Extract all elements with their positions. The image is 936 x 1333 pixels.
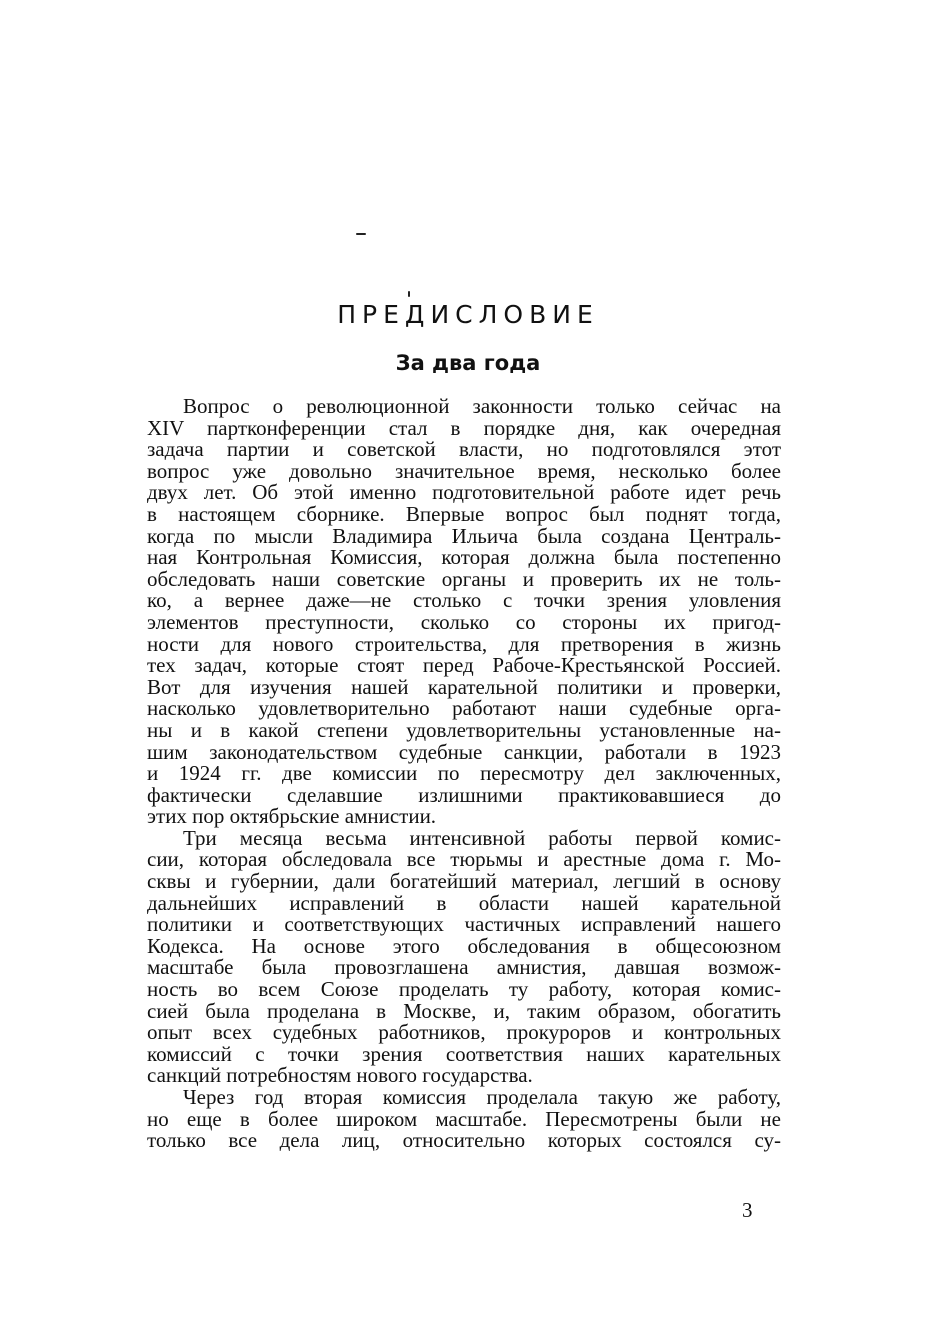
- text-line: этих пор октябрьские амнистии.: [147, 804, 437, 829]
- text-line: Через год вторая комиссия проделала такую же работу,: [183, 1085, 781, 1109]
- text-line: XIV партконференции стал в порядке дня, как очередная: [147, 415, 781, 440]
- text-line: двух лет. Об этой именно подготовительной работе идет речь: [147, 480, 781, 505]
- text-line: ность во всем Союзе проделать ту работу, которая комис-: [147, 977, 781, 1002]
- text-line: насколько удовлетворительно работают наши судебные орга-: [147, 696, 781, 721]
- text-line: только все дела лиц, относительно которых состоялся су-: [147, 1128, 781, 1153]
- text-line: Вопрос о революционной законности только сейчас на: [183, 394, 781, 418]
- text-line: дальнейших исправлений в области нашей карательной: [147, 890, 781, 915]
- text-line: но еще в более широком масштабе. Пересмотрены были не: [147, 1106, 781, 1131]
- text-line: масштабе была провозглашена амнистия, давшая возмож-: [147, 955, 781, 980]
- text-line: задача партии и советской власти, но подготовлялся этот: [147, 437, 781, 462]
- section-subheading: За два года: [395, 351, 541, 375]
- text-line: элементов преступности, сколько со стороны их пригод-: [147, 609, 781, 634]
- chapter-heading: ПРЕДИСЛОВИЕ: [337, 300, 599, 329]
- text-line: ны и в какой степени удовлетворительны установленные на-: [147, 717, 781, 742]
- text-line: тех задач, которые стоят перед Рабоче-Крестьянской Россией.: [147, 653, 781, 678]
- text-line: ко, а вернее даже—не столько с точки зрения уловления: [147, 588, 781, 613]
- text-line: санкций потребностям нового государства.: [147, 1063, 533, 1088]
- text-line: Кодекса. На основе этого обследования в общесоюзном: [147, 933, 781, 958]
- text-line: в настоящем сборнике. Впервые вопрос был поднят тогда,: [147, 501, 781, 526]
- text-line: обследовать наши советские органы и проверить их не толь-: [147, 566, 781, 591]
- text-line: Три месяца весьма интенсивной работы первой комис-: [183, 825, 781, 850]
- text-line: вопрос уже довольно значительное время, несколько более: [147, 458, 781, 483]
- text-line: ности для нового строительства, для претворения в жизнь: [147, 631, 781, 656]
- text-line: опыт всех судебных работников, прокуроров и контрольных: [147, 1020, 781, 1045]
- scan-speck: [356, 233, 366, 235]
- body-text: [147, 396, 781, 1152]
- text-line: комиссий с точки зрения соответствия наших карательных: [147, 1041, 781, 1066]
- text-line: Вот для изучения нашей карательной политики и проверки,: [147, 674, 781, 699]
- text-line: и 1924 гг. две комиссии по пересмотру дел заключенных,: [147, 761, 781, 786]
- text-line: ная Контрольная Комиссия, которая должна была постепенно: [147, 545, 781, 570]
- text-line: политики и соответствующих частичных исправлений нашего: [147, 912, 781, 937]
- scan-speck: [408, 291, 410, 297]
- page-number: 3: [742, 1198, 753, 1222]
- text-line: когда по мысли Владимира Ильича была создана Централь-: [147, 523, 781, 548]
- text-line: сквы и губернии, дали богатейший материал, легший в основу: [147, 869, 781, 894]
- text-line: сией была проделана в Москве, и, таким образом, обогатить: [147, 998, 781, 1023]
- text-line: сии, которая обследовала все тюрьмы и арестные дома г. Мо-: [147, 847, 781, 872]
- text-line: фактически сделавшие излишними практиковавшиеся до: [147, 782, 781, 807]
- text-line: шим законодательством судебные санкции, работали в 1923: [147, 739, 781, 764]
